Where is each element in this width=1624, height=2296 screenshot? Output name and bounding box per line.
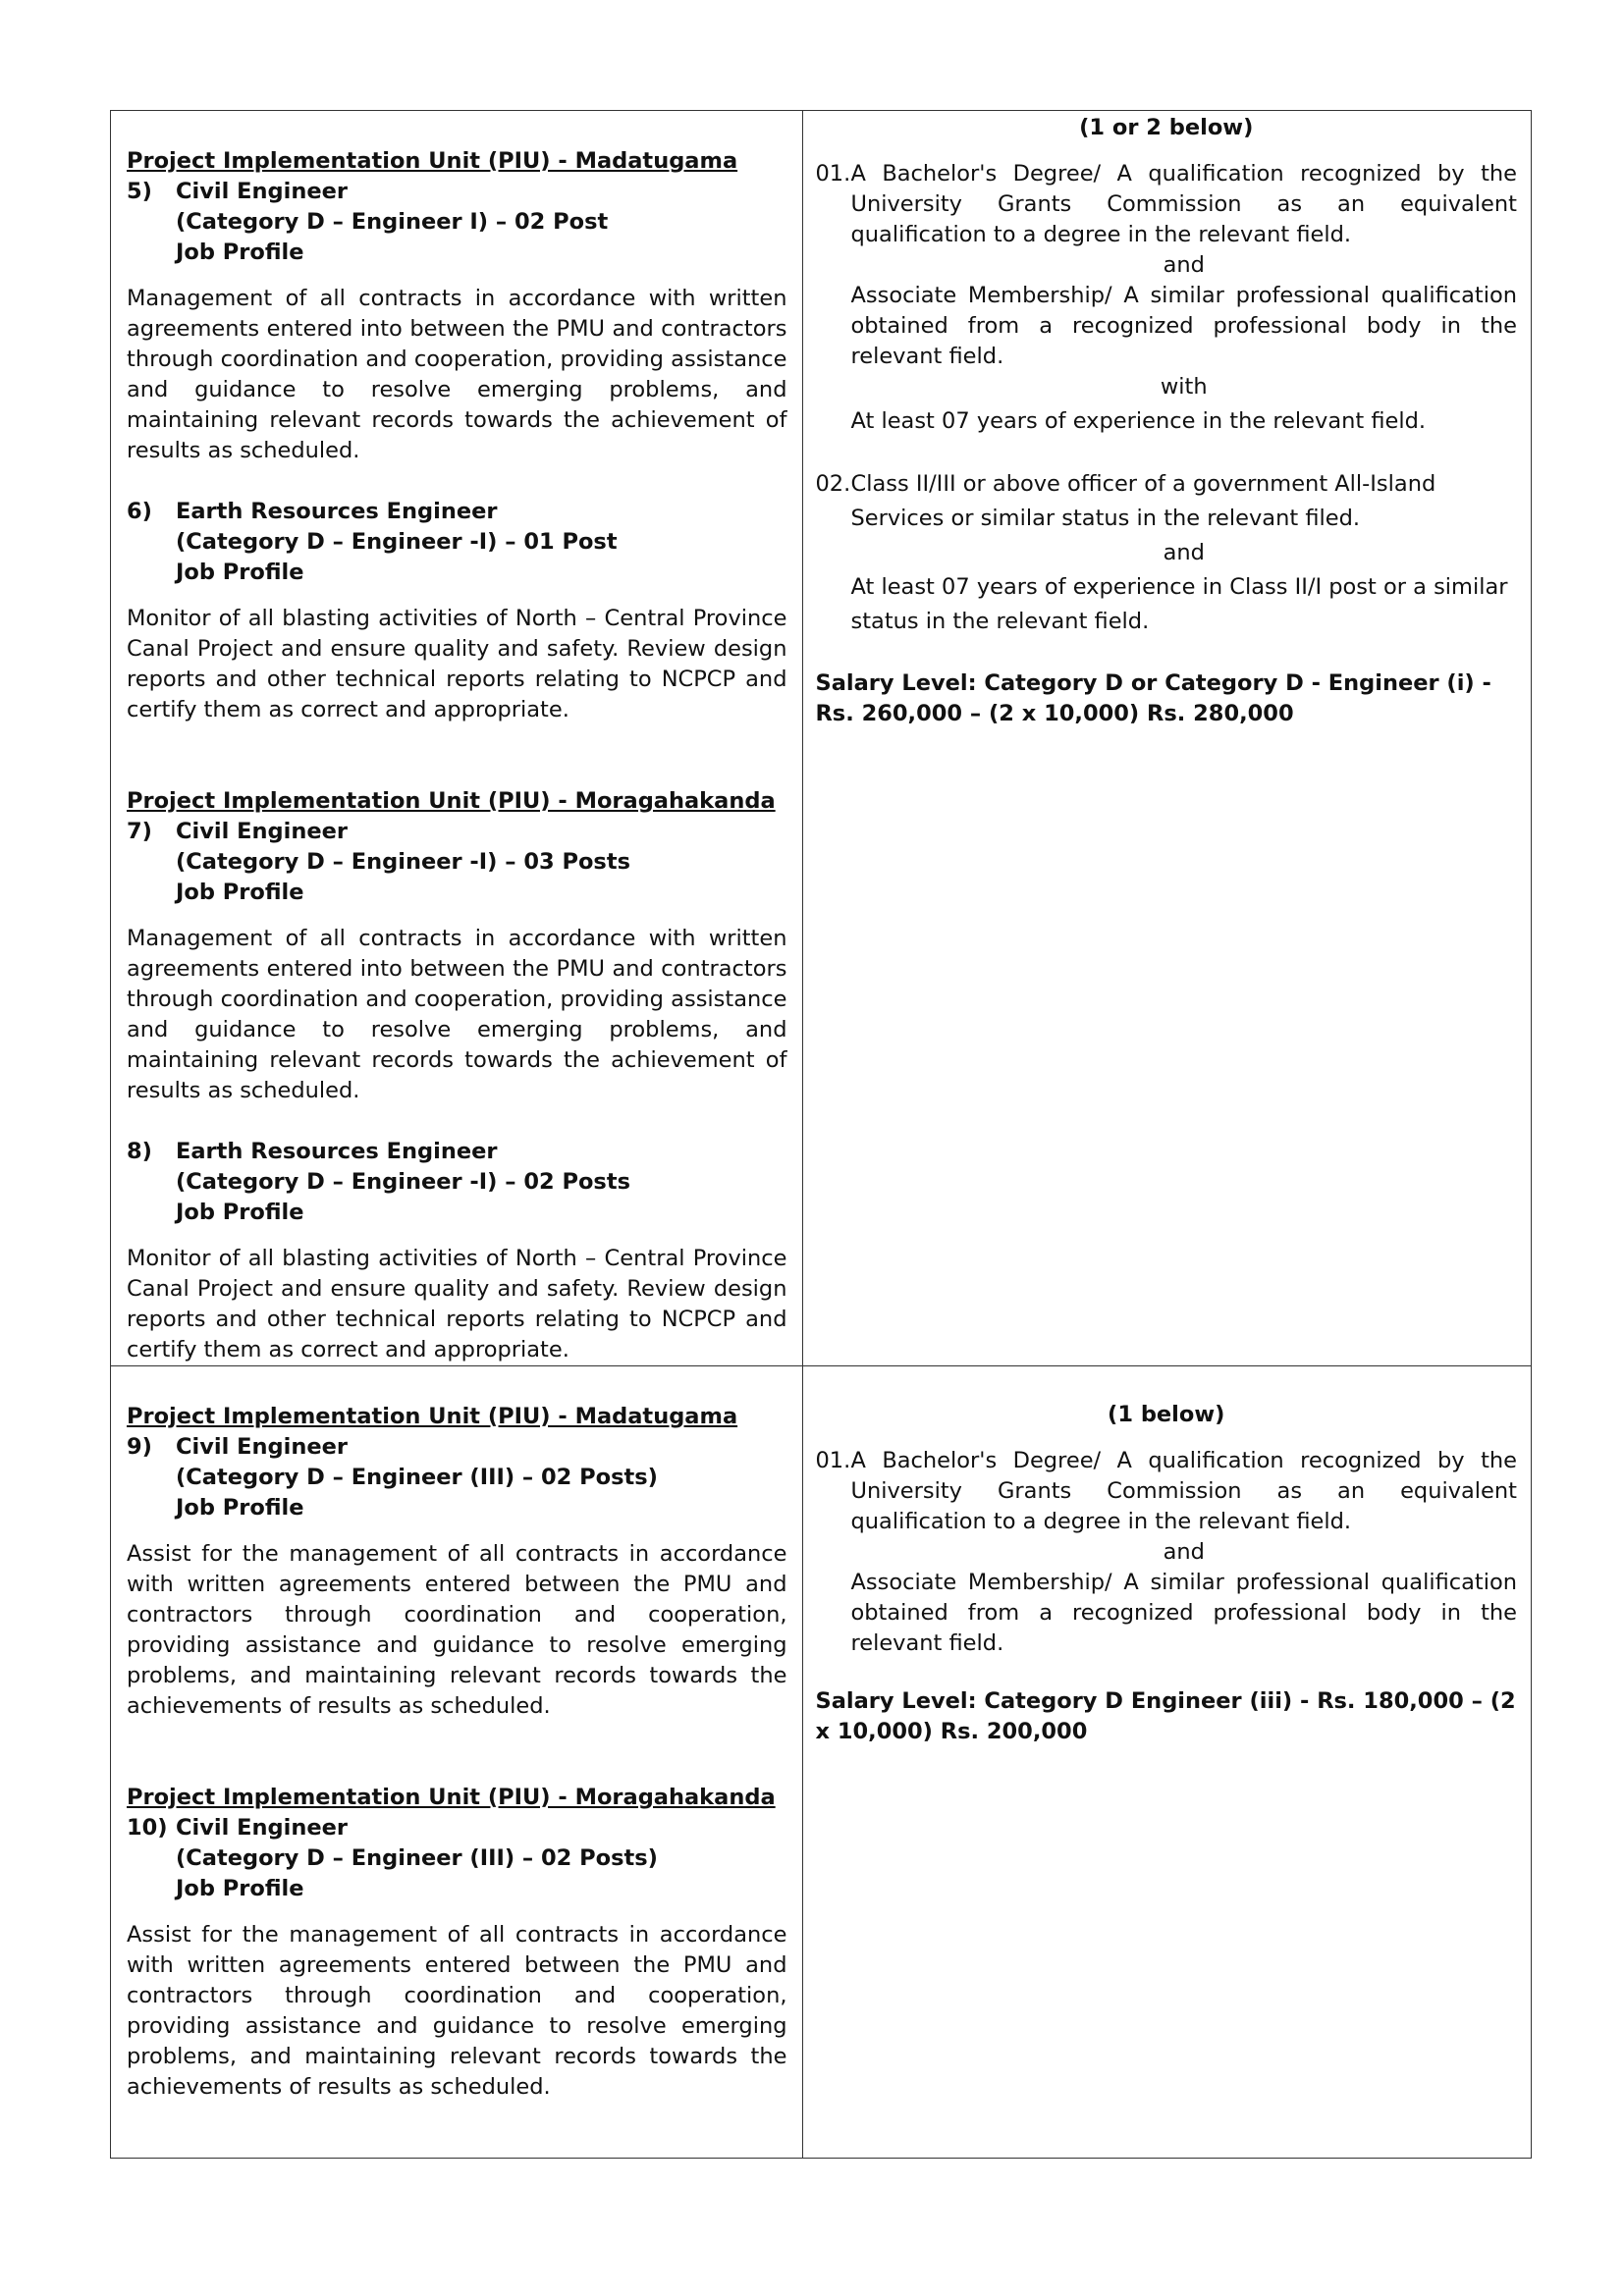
qualification-joiner: and (1163, 1539, 1205, 1565)
qualification-heading: (1 below) (1108, 1402, 1225, 1427)
vacancy-table (110, 110, 1532, 2159)
qualification-number: 01. (815, 161, 851, 187)
post-name: Civil Engineer (176, 819, 348, 844)
salary-level: Salary Level: Category D or Category D - Engineer (i) - Rs. 260,000 – (2 x 10,000) Rs. 280,000 (815, 670, 1491, 726)
qualification-item (815, 1446, 1517, 1537)
post-category: (Category D – Engineer -I) – 02 Posts (176, 1169, 630, 1195)
post-category: (Category D – Engineer (III) – 02 Posts) (176, 1845, 658, 1871)
job-profile-heading: Job Profile (176, 240, 304, 265)
post-number: 9) (127, 1434, 152, 1460)
post-category: (Category D – Engineer -I) – 03 Posts (176, 849, 630, 875)
qualification-number: 01. (815, 1448, 851, 1473)
qualification-text: A Bachelor's Degree/ A qualification recognized by the University Grants Commission as an equivalent qualification to a degree in the relevant field. (850, 161, 1517, 247)
qualification-text: At least 07 years of experience in Class II/I post or a similar status in the relevant field. (850, 574, 1508, 634)
qualification-text: Class II/III or above officer of a government All-Island Services or similar status in the relevant filed. (850, 471, 1436, 531)
qualification-text: Associate Membership/ A similar professional qualification obtained from a recognized professional body in the relevant field. (850, 1570, 1517, 1656)
job-profile-text: Assist for the management of all contracts in accordance with written agreements entered between the PMU and contractors through coordination and cooperation, providing assistance and guidance to resolve emerging problems, and maintaining relevant records towards the achievements of results as scheduled. (127, 1922, 787, 2100)
job-profile-text: Assist for the management of all contracts in accordance with written agreements entered between the PMU and contractors through coordination and cooperation, providing assistance and guidance to resolve emerging problems, and maintaining relevant records towards the achievements of results as scheduled. (127, 1541, 787, 1719)
post-number: 8) (127, 1139, 152, 1164)
job-profile-heading: Job Profile (176, 1876, 304, 1901)
salary-level: Salary Level: Category D Engineer (iii) - Rs. 180,000 – (2 x 10,000) Rs. 200,000 (815, 1688, 1516, 1744)
qualification-joiner: with (1160, 374, 1208, 400)
qualifications-cell (803, 1366, 1532, 2159)
section-title: Project Implementation Unit (PIU) - Moragahakanda (127, 1785, 776, 1810)
post-number: 6) (127, 499, 152, 524)
post-name: Earth Resources Engineer (176, 1139, 498, 1164)
job-profiles-cell (111, 1366, 803, 2159)
table-row (111, 111, 1532, 1366)
job-profile-text: Management of all contracts in accordance with written agreements entered into between the PMU and contractors through coordination and cooperation, providing assistance and guidance to resolve emerging problems, and maintaining relevant records towards the achievement of results as scheduled. (127, 926, 787, 1103)
post-category: (Category D – Engineer I) – 02 Post (176, 209, 609, 235)
qualification-item (815, 467, 1517, 536)
job-profile-heading: Job Profile (176, 1200, 304, 1225)
post-number: 10) (127, 1815, 168, 1841)
job-profiles-cell (111, 111, 803, 1366)
table-row (111, 1366, 1532, 2159)
post-number: 7) (127, 819, 152, 844)
post-category: (Category D – Engineer (III) – 02 Posts) (176, 1465, 658, 1490)
job-profile-text: Monitor of all blasting activities of North – Central Province Canal Project and ensure quality and safety. Review design reports and other technical reports relating to NCPCP and certify them as correct and appropriate. (127, 1246, 787, 1362)
section-title: Project Implementation Unit (PIU) - Madatugama (127, 1404, 738, 1429)
qualification-joiner: and (1163, 252, 1205, 278)
qualification-heading: (1 or 2 below) (1079, 115, 1254, 140)
post-name: Civil Engineer (176, 179, 348, 204)
qualification-joiner: and (1163, 540, 1205, 565)
job-profile-heading: Job Profile (176, 560, 304, 585)
post-category: (Category D – Engineer -I) – 01 Post (176, 529, 618, 555)
job-profile-text: Management of all contracts in accordance with written agreements entered into between the PMU and contractors through coordination and cooperation, providing assistance and guidance to resolve emerging problems, and maintaining relevant records towards the achievement of results as scheduled. (127, 286, 787, 463)
qualification-item (815, 159, 1517, 250)
qualification-text: Associate Membership/ A similar professional qualification obtained from a recognized professional body in the relevant field. (850, 283, 1517, 369)
job-profile-heading: Job Profile (176, 1495, 304, 1521)
post-name: Civil Engineer (176, 1434, 348, 1460)
qualification-text: At least 07 years of experience in the relevant field. (850, 408, 1427, 434)
section-title: Project Implementation Unit (PIU) - Moragahakanda (127, 788, 776, 814)
job-profile-heading: Job Profile (176, 880, 304, 905)
job-profile-text: Monitor of all blasting activities of North – Central Province Canal Project and ensure quality and safety. Review design reports and other technical reports relating to NCPCP and certify them as correct and appropriate. (127, 606, 787, 722)
qualifications-cell (803, 111, 1532, 1366)
qualification-number: 02. (815, 471, 851, 497)
post-number: 5) (127, 179, 152, 204)
post-name: Earth Resources Engineer (176, 499, 498, 524)
section-title: Project Implementation Unit (PIU) - Madatugama (127, 148, 738, 174)
qualification-text: A Bachelor's Degree/ A qualification recognized by the University Grants Commission as an equivalent qualification to a degree in the relevant field. (850, 1448, 1517, 1534)
post-name: Civil Engineer (176, 1815, 348, 1841)
